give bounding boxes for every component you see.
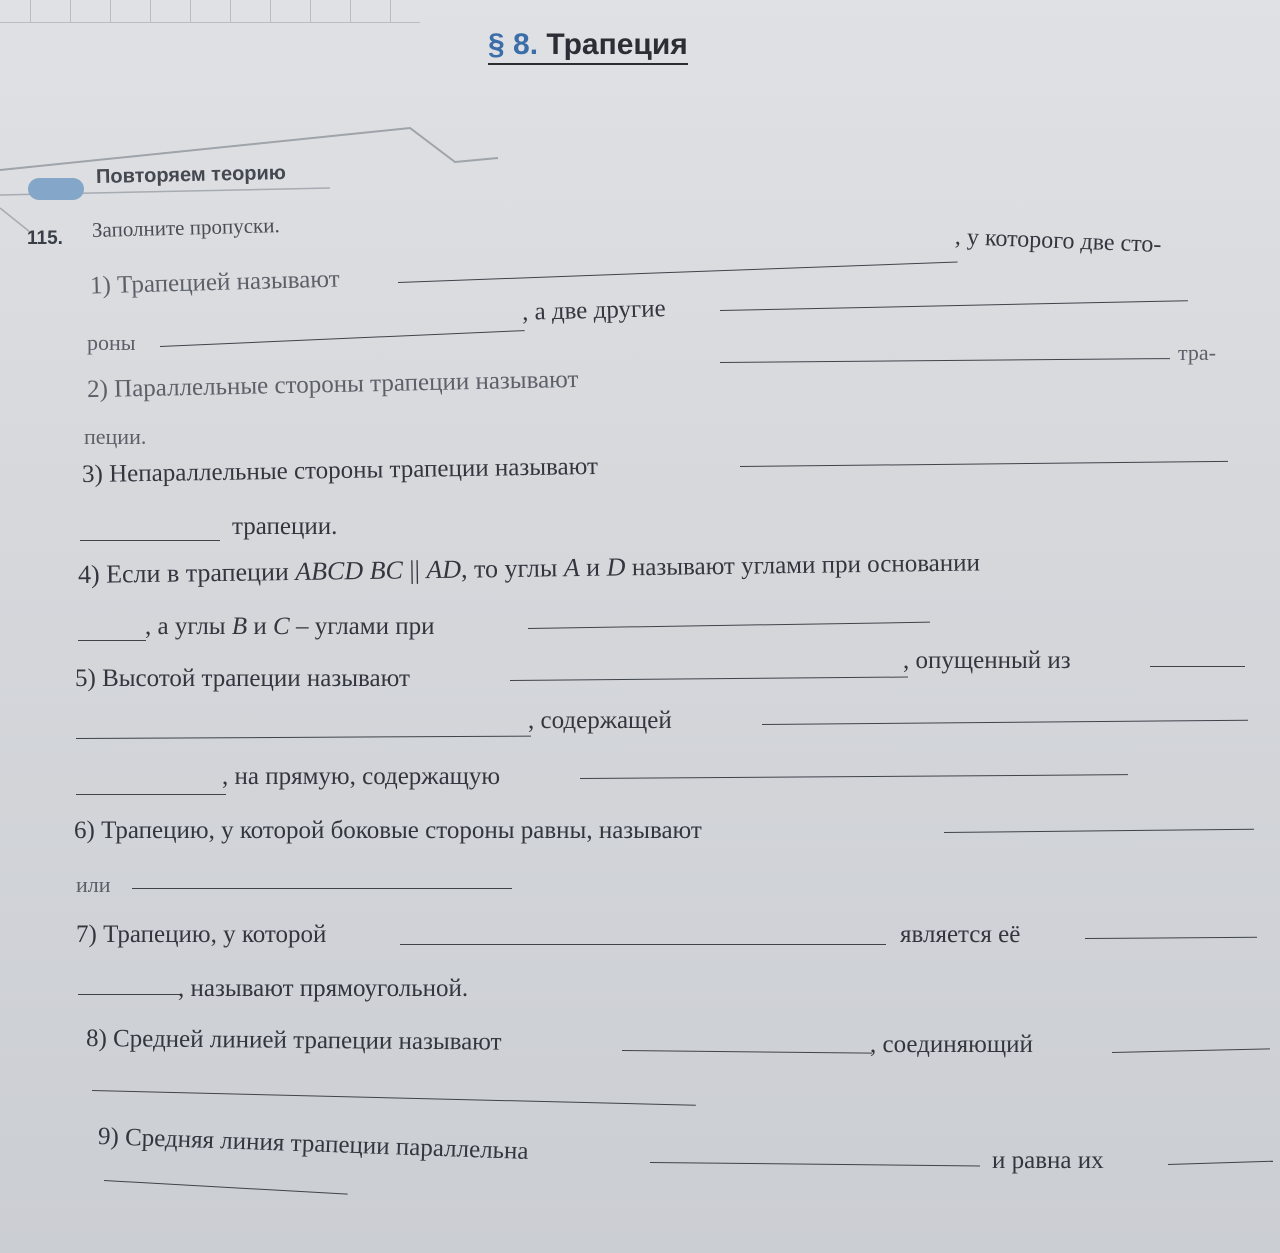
blank-8b[interactable] <box>1112 1048 1270 1053</box>
blank-9a[interactable] <box>650 1162 980 1166</box>
item4-text-a: 4) Если в трапеции <box>77 557 289 589</box>
banner-pill-icon <box>28 178 84 200</box>
item7-called-right: , называют прямоугольной. <box>178 975 469 1002</box>
blank-9b[interactable] <box>1168 1161 1273 1165</box>
item7-text: 7) Трапецию, у которой <box>76 921 327 948</box>
blank-7a[interactable] <box>400 944 886 945</box>
item4-text-e: – углами при <box>295 613 435 640</box>
item8-connecting: , соединяющий <box>870 1031 1033 1058</box>
blank-3b[interactable] <box>80 540 220 541</box>
item5-dropped: , опущенный из <box>903 647 1071 674</box>
item1-continuation: , у которого две сто- <box>954 224 1162 258</box>
item1-word-rony: роны <box>87 330 136 355</box>
item4-line1 <box>78 547 980 591</box>
item4-d: D <box>606 552 626 582</box>
item4-c: C <box>273 613 290 640</box>
blank-5e[interactable] <box>76 794 226 795</box>
item2-text: 2) Параллельные стороны трапеции называют <box>86 365 579 404</box>
blank-1a[interactable] <box>398 261 958 283</box>
blank-7b[interactable] <box>1085 937 1257 939</box>
item4-b: B <box>231 613 248 640</box>
item3-trapezoid: трапеции. <box>232 513 338 540</box>
blank-6a[interactable] <box>944 829 1254 833</box>
blank-4a[interactable] <box>78 640 146 641</box>
item7-is-its: является её <box>900 921 1021 948</box>
blank-6b[interactable] <box>132 888 512 889</box>
item4-ad: AD <box>426 554 462 585</box>
item4-text-d: , а углы <box>145 613 226 640</box>
item9-equals-their: и равна их <box>992 1147 1104 1174</box>
item6-or: или <box>76 872 111 897</box>
item1-text: 1) Трапецией называют <box>89 265 340 300</box>
item4-and-2: и <box>253 613 267 640</box>
blank-1c[interactable] <box>720 300 1188 311</box>
exercise-instruction: Заполните пропуски. <box>91 213 280 242</box>
banner-decoration <box>0 0 1280 240</box>
blank-5b[interactable] <box>1150 666 1245 667</box>
blank-2a[interactable] <box>720 358 1170 363</box>
exercise-number: 115. <box>27 228 63 249</box>
blank-5f[interactable] <box>580 774 1128 779</box>
item9-text: 9) Средняя линия трапеции параллельна <box>97 1123 530 1166</box>
item1-two-others: , а две другие <box>521 295 667 326</box>
item4-parallel: || <box>409 555 421 585</box>
section-name: Трапеция <box>546 28 688 61</box>
blank-7c[interactable] <box>78 994 180 995</box>
blank-9c[interactable] <box>104 1180 348 1195</box>
banner-title: Повторяем теорию <box>95 162 287 188</box>
item4-bc: BC <box>369 555 404 585</box>
item3-text: 3) Непараллельные стороны трапеции называют <box>81 452 599 489</box>
blank-3a[interactable] <box>740 461 1228 467</box>
blank-5c[interactable] <box>76 736 531 739</box>
item4-line2 <box>145 612 434 642</box>
item4-abcd: ABCD <box>295 556 364 586</box>
item2-hyphen: тра- <box>1178 340 1216 365</box>
item2-word-pecii: пеции. <box>84 424 147 449</box>
item4-a: A <box>563 552 580 583</box>
item6-text: 6) Трапецию, у которой боковые стороны равны, называют <box>74 817 702 844</box>
blank-4b[interactable] <box>528 622 930 629</box>
item5-onto-line: , на прямую, содержащую <box>222 763 501 790</box>
item5-containing: , содержащей <box>528 707 672 734</box>
item4-text-b: , то углы <box>460 553 558 584</box>
item5-text: 5) Высотой трапеции называют <box>75 665 410 692</box>
blank-1b[interactable] <box>160 330 525 347</box>
blank-8c[interactable] <box>92 1090 696 1106</box>
blank-5d[interactable] <box>762 720 1248 725</box>
blank-5a[interactable] <box>510 677 908 681</box>
item4-text-c: называют углами при основании <box>631 549 981 582</box>
item8-text: 8) Средней линией трапеции называют <box>85 1025 502 1056</box>
blank-8a[interactable] <box>622 1050 872 1054</box>
section-mark: § 8. <box>488 28 539 61</box>
item4-and-1: и <box>585 552 601 582</box>
